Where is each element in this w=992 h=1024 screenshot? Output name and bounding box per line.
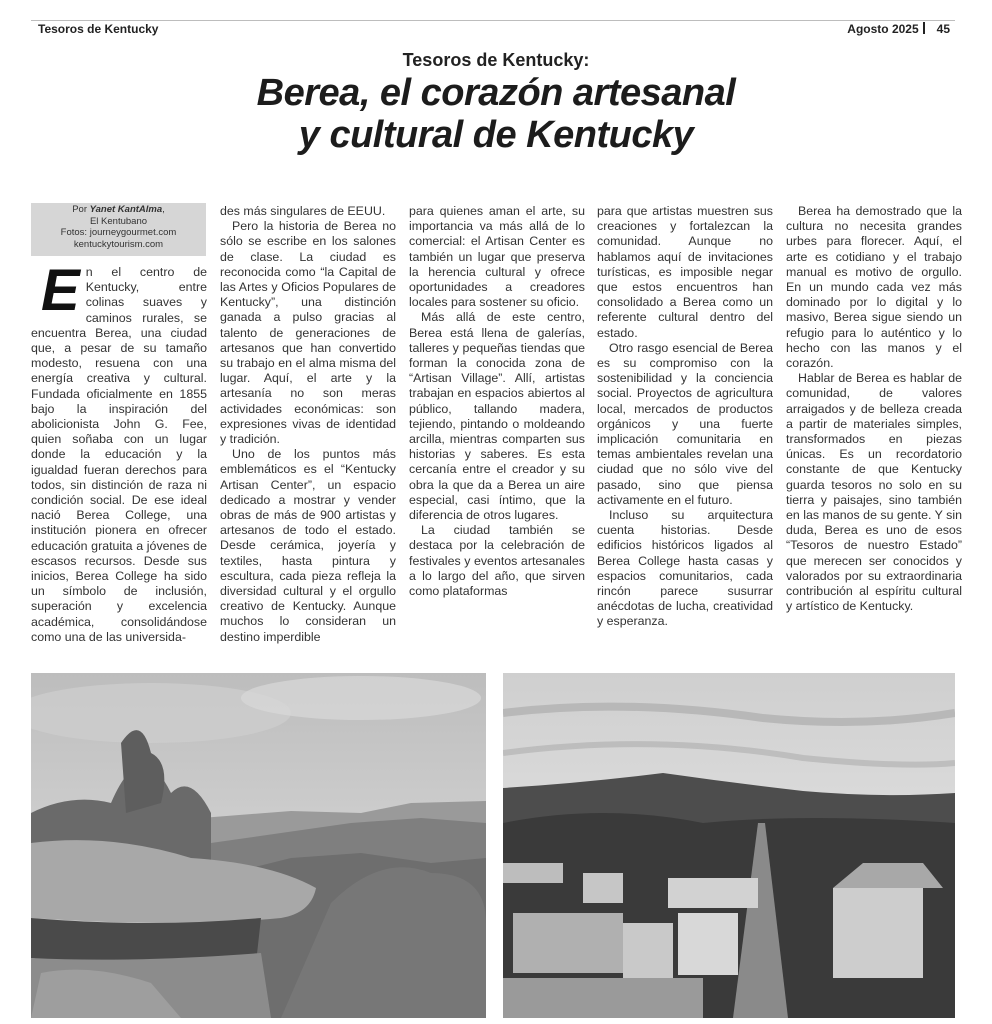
paragraph: Hablar de Berea es hablar de comunidad, de valores arraigados y de belleza creada a partir de materiales simples, transformados en piezas únicas. Es un recordatorio constante de que Kentucky guarda tesoros no solo en su tierra y paisajes, sino también en las manos de su gente. Y sin duda, Berea es uno de esos “Tesoros de nuestro Estado” que merecen ser conocidos y valorados por su extraordinaria contribución al espíritu cultural y artístico de Kentucky. <box>786 371 962 614</box>
paragraph: des más singulares de EEUU. <box>220 204 386 218</box>
article-column-2 <box>220 204 396 645</box>
paragraph: Pero la historia de Berea no sólo se escribe en los salones de clase. La ciudad es reconocida como “la Capital de las Artes y Oficios Populares de Kentucky”, una distinción ganada a pulso gracias al talento de generaciones de artesanos que han convertido su trabajo en el alma misma del lugar. Aquí, el arte y la artesanía no son meras actividades económicas: son expresiones vivas de identidad y tradición. <box>220 219 396 447</box>
paragraph: Berea ha demostrado que la cultura no necesita grandes urbes para florecer. Aquí, el arte es cotidiano y el trabajo manual es motivo de orgullo. En un mundo cada vez más dominado por lo digital y lo masivo, Berea sigue siendo un refugio para lo auténtico y lo hecho con las manos y el corazón. <box>786 204 962 371</box>
town-image <box>503 673 955 1018</box>
header-rule <box>31 20 955 21</box>
article-column-3 <box>409 204 585 599</box>
byline-comma: , <box>162 204 165 215</box>
separator-bar <box>923 22 925 34</box>
issue-info <box>847 22 950 36</box>
paragraph: Uno de los puntos más emblemáticos es el “Kentucky Artisan Center”, un espacio dedicado a mostrar y vender obras de más de 900 artistas y artesanos de todo el estado. Desde cerámica, joyería y textiles, hasta pintura y escultura, cada pieza refleja la diversidad cultural y el orgullo creativo de Kentucky. Aunque muchos lo consideran un destino imperdible <box>220 447 396 644</box>
photo-berea-street <box>503 673 955 1018</box>
drop-cap: E <box>41 258 80 323</box>
article-column-5 <box>786 204 962 614</box>
title-lead: Berea <box>256 72 360 114</box>
landscape-image <box>31 673 486 1018</box>
paragraph: para quienes aman el arte, su importancia va más allá de lo comercial: el Artisan Center es también un lugar que preserva la herencia cultural y ofrece oportunidades a creadores locales para sostener su oficio. <box>409 204 585 310</box>
paragraph: para que artistas muestren sus creaciones y fortalezcan la comunidad. Aunque no hablamos aquí de invitaciones turísticas, es imposible negar que estos encuentros han consolidado a Berea como un referente cultural dentro del estado. <box>597 204 773 340</box>
article-title <box>0 72 992 156</box>
article-column-4 <box>597 204 773 630</box>
paragraph: Otro rasgo esencial de Berea es su compromiso con la sostenibilidad y la conciencia social. Proyectos de agricultura local, mercados de productos orgánicos y una fuerte implicación comunitaria en temas ambientales revelan una ciudad que no sólo vive del pasado, sino que piensa activamente en el futuro. <box>597 340 773 507</box>
title-line2: y cultural de Kentucky <box>298 114 694 156</box>
byline-prefix: Por <box>72 204 90 215</box>
byline-author: Yanet KantAlma <box>89 204 163 215</box>
paragraph: n el centro de Kentucky, entre colinas suaves y caminos rurales, se encuentra Berea, una ciudad que, a pesar de su tamaño modesto, resuena con una energía creativa y cultural. Fundada oficialmente en 1855 bajo la inspiración del abolicionista John G. Fee, quien soñaba con un lugar donde la educación y la igualdad fueran derechos para todos, sin distinción de raza ni condición social. De ese ideal nació Berea College, una institución pionera en ofrecer educación gratuita a jóvenes de escasos recursos. Desde sus inicios, Berea College ha sido un símbolo de inclusión, superación y excelencia académica, consolidándose como una de las universida- <box>31 265 207 644</box>
issue-date: Agosto 2025 <box>847 22 919 36</box>
article-column-1 <box>31 258 207 645</box>
byline-outlet: El Kentubano <box>89 215 148 227</box>
paragraph: Incluso su arquitectura cuenta historias. Desde edificios históricos ligados al Berea College hasta casas y espacios comunitarios, cada rincón parece susurrar anécdotas de lucha, creatividad y esperanza. <box>597 508 773 629</box>
paragraph: Más allá de este centro, Berea está llena de galerías, talleres y pequeñas tiendas que forman la conocida zona de “Artisan Village”. Allí, artistas trabajan en espacios abiertos al público, tallando madera, tejiendo, pintando o moldeando arcilla, mientras comparten sus historias y saberes. Es esta cercanía entre el creador y su obra la que da a Berea un aire especial, casi íntimo, que la diferencia de otros lugares. <box>409 310 585 523</box>
photo-rock-overlook <box>31 673 486 1018</box>
section-name: Tesoros de Kentucky <box>38 22 159 36</box>
byline-box <box>31 203 206 256</box>
page-number: 45 <box>936 22 950 36</box>
photo-credit-2: kentuckytourism.com <box>73 238 164 250</box>
title-line1-rest: , el corazón artesanal <box>359 72 736 114</box>
article-kicker: Tesoros de Kentucky: <box>402 50 590 70</box>
paragraph: La ciudad también se destaca por la celebración de festivales y eventos artesanales a lo largo del año, que sirven como plataformas <box>409 523 585 599</box>
photo-credit: Fotos: journeygourmet.com <box>60 227 177 238</box>
